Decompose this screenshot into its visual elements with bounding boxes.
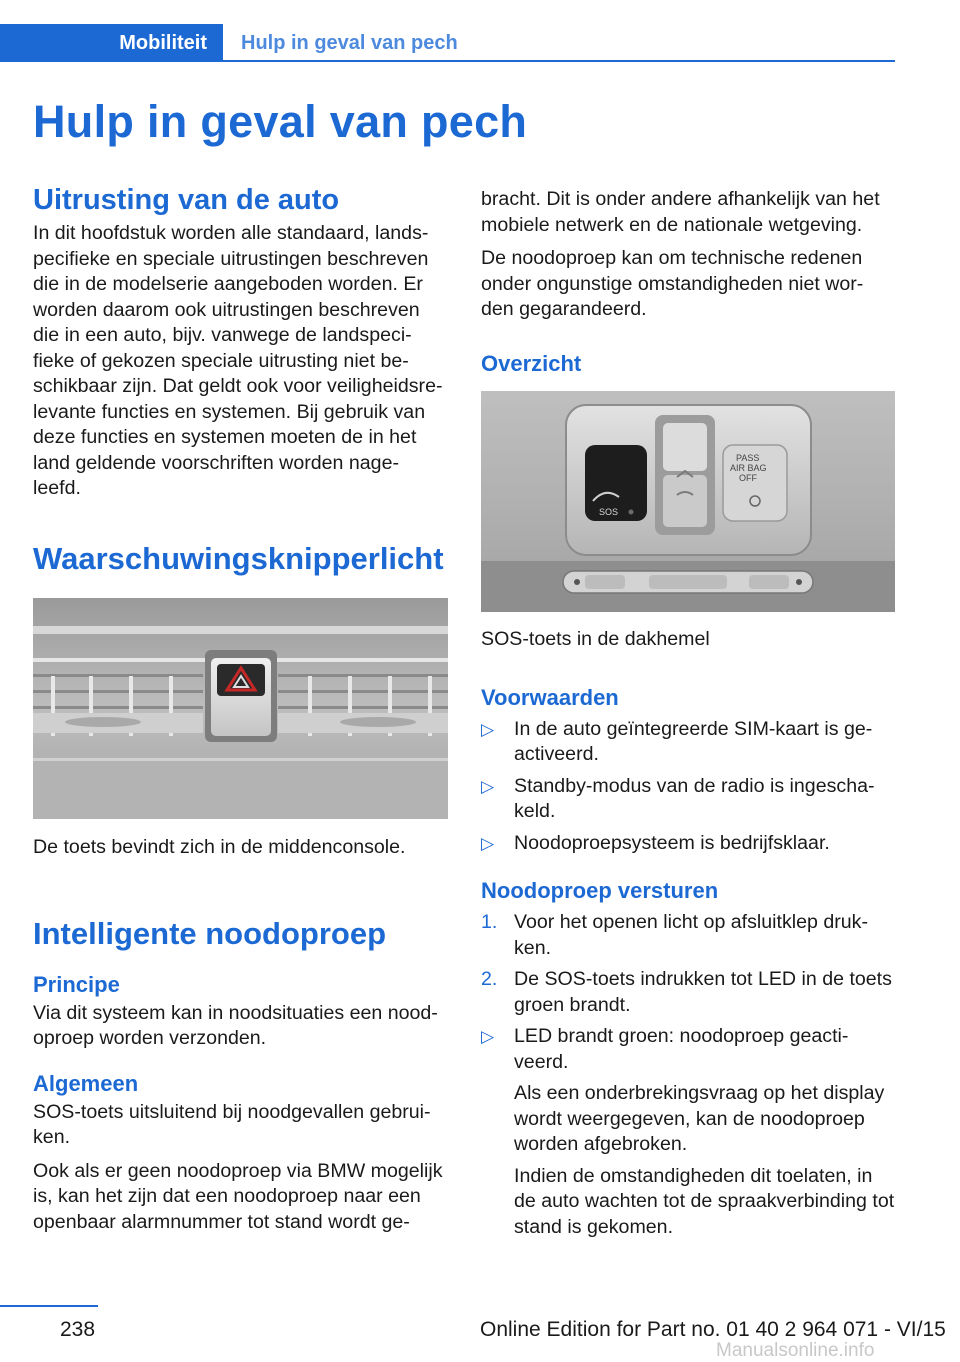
footer-rule bbox=[0, 1305, 98, 1307]
list-item: ▷ Standby-modus van de radio is ingescha- keld. bbox=[481, 774, 875, 822]
tab-hulp-in-geval-van-pech: Hulp in geval van pech bbox=[241, 32, 458, 54]
triangle-bullet-icon: ▷ bbox=[481, 719, 495, 739]
off-label: OFF bbox=[739, 472, 757, 483]
triangle-bullet-icon: ▷ bbox=[481, 776, 495, 796]
watermark: Manualsonline.info bbox=[716, 1340, 875, 1361]
list-item: ▷ Noodoproepsysteem is bedrijfsklaar. bbox=[481, 831, 896, 857]
edition-info: Online Edition for Part no. 01 40 2 964 071 - VI/15 bbox=[480, 1318, 946, 1341]
principle-text: Via dit systeem kan in noodsituaties een nood- oproep worden verzonden. bbox=[33, 1001, 438, 1049]
led-note-1: Als een onderbrekingsvraag op het display wordt weergegeven, kan de noodoproep worden afgebroken. bbox=[514, 1082, 885, 1155]
heading-voorwaarden: Voorwaarden bbox=[481, 684, 619, 710]
list-item: 1. Voor het openen licht op afsluitklep druk- ken. bbox=[481, 911, 868, 959]
triangle-bullet-icon: ▷ bbox=[481, 1027, 495, 1046]
hazard-button-image bbox=[33, 598, 448, 819]
list-item: 2. De SOS-toets indrukken tot LED in de toets groen brandt. bbox=[481, 968, 892, 1016]
heading-principe: Principe bbox=[33, 971, 120, 997]
led-note-2: Indien de omstandigheden dit toelaten, in de auto wachten tot de spraakverbinding tot stand is gekomen. bbox=[514, 1164, 895, 1238]
general-text-1: SOS-toets uitsluitend bij noodgevallen gebrui- ken. bbox=[33, 1100, 431, 1148]
list-item: ▷ In de auto geïntegreerde SIM-kaart is ge- activeerd. bbox=[481, 717, 873, 765]
heading-intelligente-noodoproep: Intelligente noodoproep bbox=[33, 915, 387, 951]
right-column bbox=[481, 187, 896, 1240]
pass-label: PASS bbox=[736, 452, 760, 463]
equipment-text: In dit hoofdstuk worden alle standaard, lands- pecifieke en speciale uitrustingen beschreven die in de modelserie aangeboden worden. Er worden daarom ook uitrustingen beschreven die in een auto, bijv. vanwege de landspeci- fieke of gekozen speciale uitrusting niet be- schikbaar zijn. Dat geldt ook voor veiligheidsre- levante functies en systemen. Bij gebruik van deze functies en systemen moeten de in het land geldende voorschriften worden nage- leefd. bbox=[33, 222, 443, 499]
step-number: 2. bbox=[481, 968, 498, 990]
requirements-list bbox=[481, 717, 896, 857]
heading-waarschuwingsknipperlicht: Waarschuwingsknipperlicht bbox=[33, 540, 444, 576]
heading-algemeen: Algemeen bbox=[33, 1070, 139, 1096]
continued-text-2: De noodoproep kan om technische redenen onder ongunstige omstandigheden niet wor- den gegarandeerd. bbox=[481, 247, 864, 320]
sos-caption: SOS-toets in de dakhemel bbox=[481, 627, 710, 650]
sos-button-image bbox=[481, 391, 895, 612]
heading-overzicht: Overzicht bbox=[481, 350, 582, 376]
heading-uitrusting: Uitrusting van de auto bbox=[33, 184, 340, 216]
tab-mobiliteit: Mobiliteit bbox=[0, 24, 223, 62]
sos-label: SOS bbox=[599, 506, 619, 517]
left-column bbox=[33, 180, 448, 1235]
heading-noodoproep-versturen: Noodoproep versturen bbox=[481, 878, 719, 903]
triangle-bullet-icon: ▷ bbox=[481, 833, 495, 853]
general-text-2: Ook als er geen noodoproep via BMW mogelijk is, kan het zijn dat een noodoproep naar een openbaar alarmnummer tot stand wordt ge- bbox=[33, 1159, 443, 1233]
hazard-figure bbox=[33, 598, 448, 819]
continued-text-1: bracht. Dit is onder andere afhankelijk van het mobiele netwerk en de nationale wetgeving. bbox=[481, 188, 880, 236]
page-title: Hulp in geval van pech bbox=[33, 96, 528, 147]
header-rule bbox=[0, 60, 895, 62]
airbag-label: AIR BAG bbox=[730, 462, 767, 473]
hazard-caption: De toets bevindt zich in de middenconsole. bbox=[33, 835, 406, 858]
list-item: ▷ LED brandt groen: noodoproep geacti- veerd. Als een onderbrekingsvraag op het display wordt weergegeven, kan de noodoproep worden afgebroken. Indien de omstandigheden dit toelaten, in de auto wachten tot de spraakverbinding tot stand is gekomen. bbox=[481, 1024, 896, 1240]
page-number: 238 bbox=[60, 1318, 96, 1341]
sos-figure bbox=[481, 391, 895, 612]
steps-list bbox=[481, 910, 896, 1240]
step-number: 1. bbox=[481, 911, 498, 933]
